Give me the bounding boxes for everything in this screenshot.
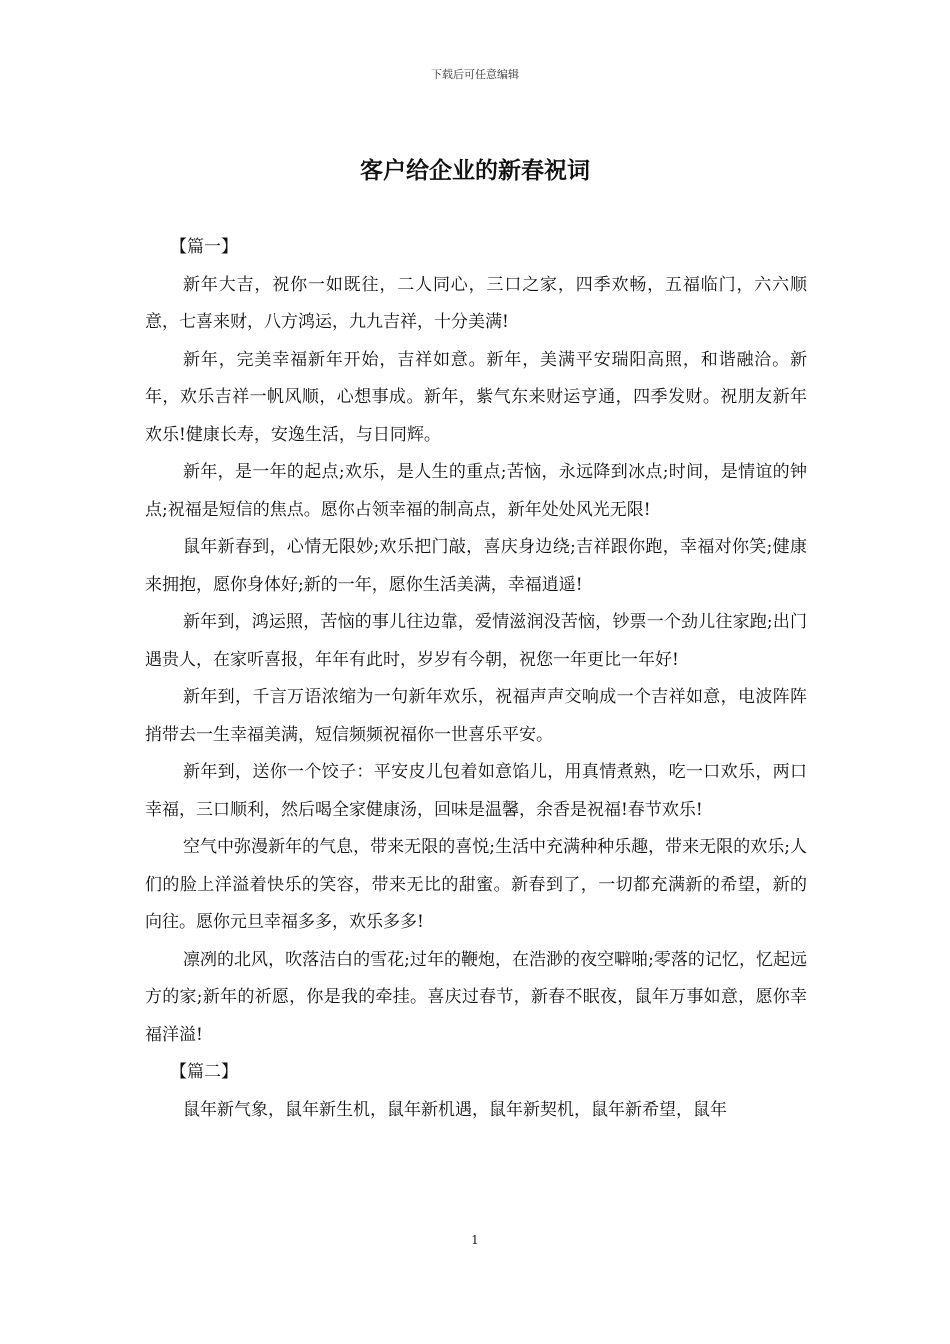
paragraph: 新年到，鸿运照，苦恼的事儿往边靠，爱情滋润没苦恼，钞票一个劲儿往家跑;出门遇贵人，在家听喜报，年年有此时，岁岁有今朝，祝您一年更比一年好! [145,612,807,670]
paragraph: 新年，完美幸福新年开始，吉祥如意。新年，美满平安瑞阳高照，和谐融洽。新年，欢乐吉祥一帆风顺，心想事成。新年，紫气东来财运亨通，四季发财。祝朋友新年欢乐!健康长寿，安逸生活，与日同辉。 [145,349,807,445]
document-title: 客户给企业的新春祝词 [360,157,590,184]
page-number: 1 [471,1233,479,1247]
section-heading-2: 【篇二】 [170,1062,238,1082]
header-note: 下载后可任意编辑 [431,68,519,81]
paragraph: 新年大吉，祝你一如既往，二人同心，三口之家，四季欢畅，五福临门，六六顺意，七喜来财，八方鸿运，九九吉祥，十分美满! [145,274,807,332]
document-body [145,229,807,1129]
paragraph: 空气中弥漫新年的气息，带来无限的喜悦;生活中充满种种乐趣，带来无限的欢乐;人们的脸上洋溢着快乐的笑容，带来无比的甜蜜。新春到了，一切都充满新的希望，新的向往。愿你元旦幸福多多，欢乐多多! [145,837,807,932]
section-heading-1: 【篇一】 [170,237,238,257]
paragraph: 新年，是一年的起点;欢乐，是人生的重点;苦恼，永远降到冰点;时间，是情谊的钟点;祝福是短信的焦点。愿你占领幸福的制高点，新年处处风光无限! [145,462,807,520]
paragraph: 新年到，送你一个饺子：平安皮儿包着如意馅儿，用真情煮熟，吃一口欢乐，两口幸福，三口顺利，然后喝全家健康汤，回味是温馨，余香是祝福!春节欢乐! [145,762,807,820]
paragraph: 鼠年新气象，鼠年新生机，鼠年新机遇，鼠年新契机，鼠年新希望，鼠年 [183,1099,727,1120]
paragraph: 新年到，千言万语浓缩为一句新年欢乐，祝福声声交响成一个吉祥如意，电波阵阵捎带去一生幸福美满，短信频频祝福你一世喜乐平安。 [145,687,807,745]
paragraph: 鼠年新春到，心情无限妙;欢乐把门敲，喜庆身边绕;吉祥跟你跑，幸福对你笑;健康来拥抱，愿你身体好;新的一年，愿你生活美满，幸福逍遥! [145,537,807,595]
paragraph: 凛冽的北风，吹落洁白的雪花;过年的鞭炮，在浩渺的夜空噼啪;零落的记忆，忆起远方的家;新年的祈愿，你是我的牵挂。喜庆过春节，新春不眠夜，鼠年万事如意，愿你幸福洋溢! [145,949,807,1045]
